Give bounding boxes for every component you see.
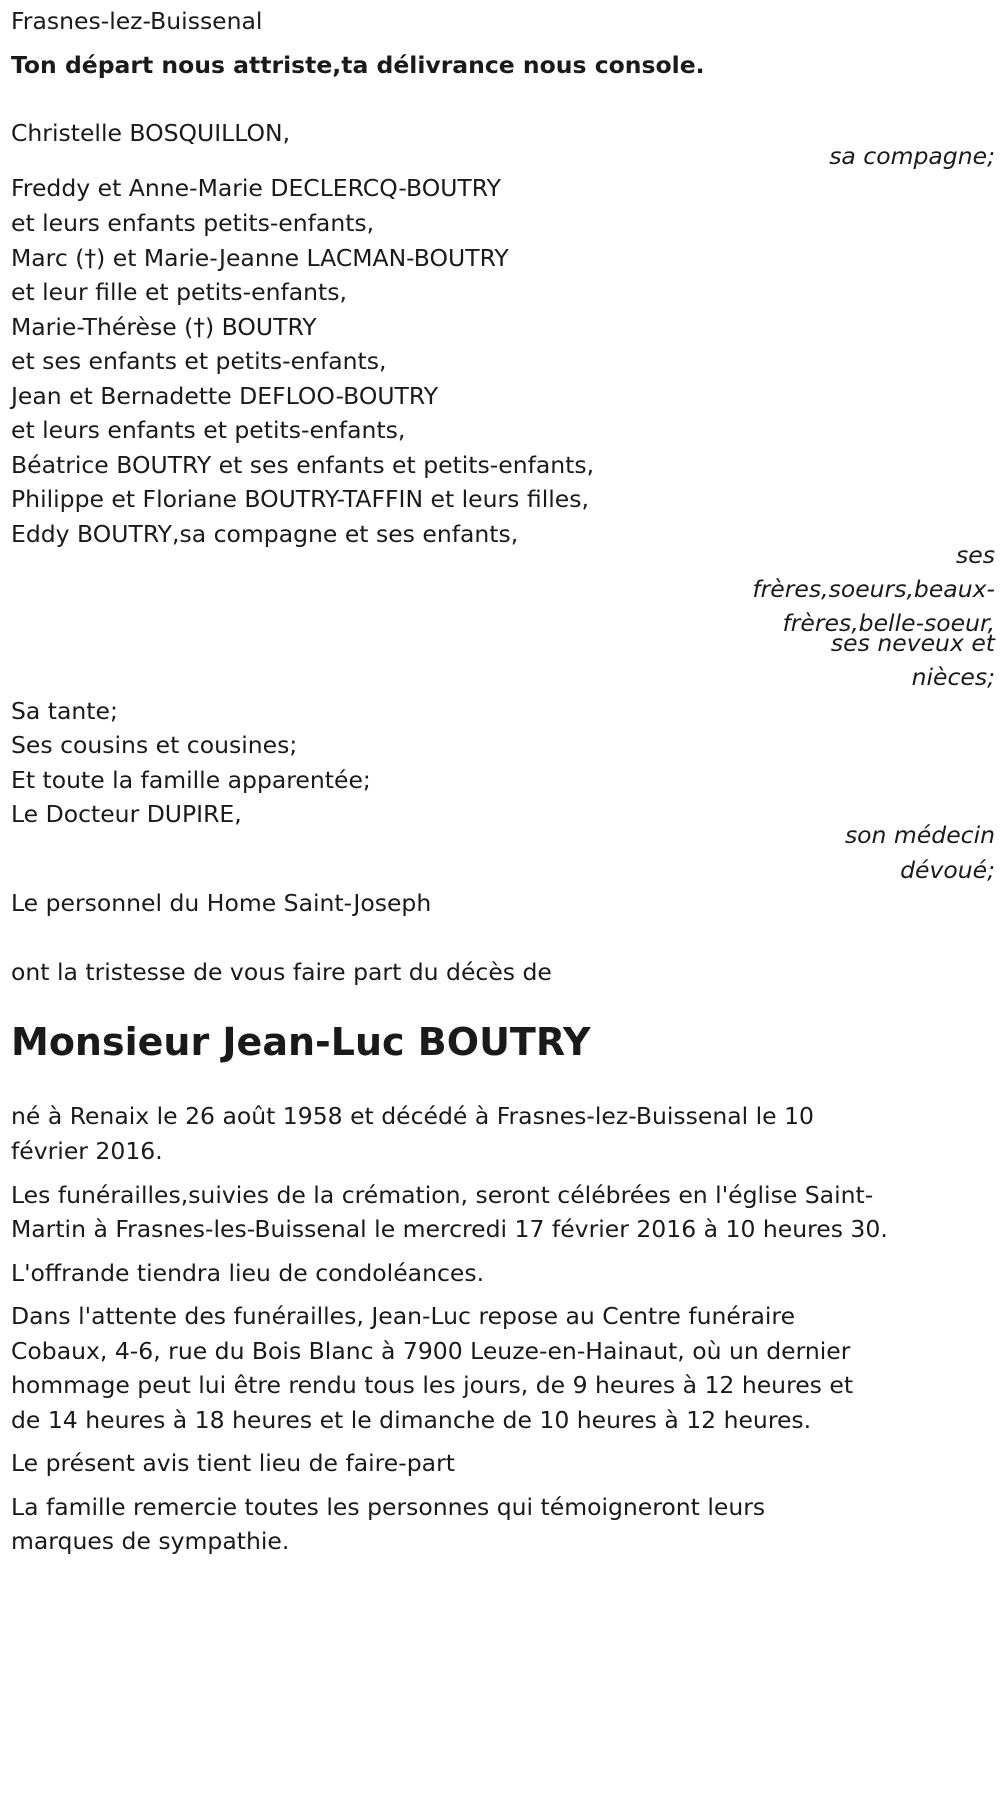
- location-line: Frasnes-lez-Buissenal: [11, 7, 263, 35]
- announcement: ont la tristesse de vous faire part du décès de: [11, 958, 552, 986]
- sibling-line: et leur fille et petits-enfants,: [11, 278, 347, 306]
- sibling-line: Béatrice BOUTRY et ses enfants et petits-enfants,: [11, 451, 595, 479]
- thanks-line: La famille remercie toutes les personnes qui témoigneront leurs: [11, 1493, 766, 1521]
- doctor-role: son médecin: [844, 821, 995, 849]
- sibling-line: Jean et Bernadette DEFLOO-BOUTRY: [11, 382, 439, 410]
- relative-line: Ses cousins et cousines;: [11, 731, 298, 759]
- offering-line: L'offrande tiendra lieu de condoléances.: [11, 1259, 485, 1287]
- staff-line: Le personnel du Home Saint-Joseph: [11, 889, 432, 917]
- relative-line: Et toute la famille apparentée;: [11, 766, 371, 794]
- sibling-line: Eddy BOUTRY,sa compagne et ses enfants,: [11, 520, 519, 548]
- partner-role: sa compagne;: [829, 142, 995, 170]
- sibling-line: Freddy et Anne-Marie DECLERCQ-BOUTRY: [11, 174, 501, 202]
- relative-line: Sa tante;: [11, 697, 118, 725]
- viewing-line: de 14 heures à 18 heures et le dimanche de 10 heures à 12 heures.: [11, 1406, 812, 1434]
- partner-name: Christelle BOSQUILLON,: [11, 119, 291, 147]
- sibling-line: et leurs enfants et petits-enfants,: [11, 416, 406, 444]
- viewing-line: hommage peut lui être rendu tous les jours, de 9 heures à 12 heures et: [11, 1371, 854, 1399]
- siblings-role: frères,belle-soeur,: [782, 609, 995, 637]
- deceased-name: Monsieur Jean-Luc BOUTRY: [11, 1020, 591, 1064]
- funeral-line: Martin à Frasnes-les-Buissenal le mercredi 17 février 2016 à 10 heures 30.: [11, 1215, 888, 1243]
- siblings-role: ses: [956, 541, 995, 569]
- nephews-role: nièces;: [911, 663, 995, 691]
- motto: Ton départ nous attriste,ta délivrance nous console.: [11, 51, 705, 79]
- sibling-line: Marc (†) et Marie-Jeanne LACMAN-BOUTRY: [11, 244, 509, 272]
- birth-death-line: né à Renaix le 26 août 1958 et décédé à Frasnes-lez-Buissenal le 10: [11, 1102, 814, 1130]
- birth-death-line: février 2016.: [11, 1137, 163, 1165]
- relative-line: Le Docteur DUPIRE,: [11, 800, 242, 828]
- sibling-line: Philippe et Floriane BOUTRY-TAFFIN et leurs filles,: [11, 485, 589, 513]
- sibling-line: et leurs enfants petits-enfants,: [11, 209, 375, 237]
- siblings-role: frères,soeurs,beaux-: [752, 575, 995, 603]
- funeral-line: Les funérailles,suivies de la crémation, seront célébrées en l'église Saint-: [11, 1181, 874, 1209]
- nephews-role: ses neveux et: [830, 629, 995, 657]
- thanks-line: marques de sympathie.: [11, 1527, 290, 1555]
- viewing-line: Cobaux, 4-6, rue du Bois Blanc à 7900 Leuze-en-Hainaut, où un dernier: [11, 1337, 851, 1365]
- sibling-line: et ses enfants et petits-enfants,: [11, 347, 387, 375]
- doctor-role: dévoué;: [900, 856, 995, 884]
- notice-line: Le présent avis tient lieu de faire-part: [11, 1449, 455, 1477]
- sibling-line: Marie-Thérèse (†) BOUTRY: [11, 313, 317, 341]
- viewing-line: Dans l'attente des funérailles, Jean-Luc repose au Centre funéraire: [11, 1302, 796, 1330]
